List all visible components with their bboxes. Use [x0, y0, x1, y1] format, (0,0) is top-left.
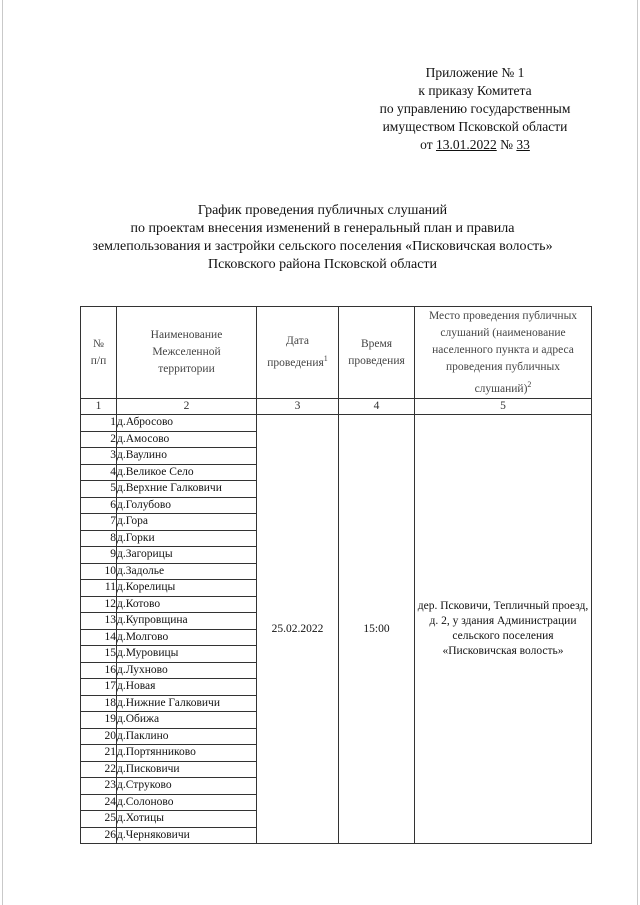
- row-number: 12: [81, 596, 117, 613]
- row-number: 21: [81, 745, 117, 762]
- appendix-header: [340, 64, 610, 154]
- territory-name: д.Амосово: [117, 431, 257, 448]
- row-number: 5: [81, 481, 117, 498]
- appendix-line-3: по управлению государственным: [379, 101, 571, 116]
- row-number: 25: [81, 811, 117, 828]
- row-number: 1: [81, 415, 117, 432]
- territory-name: д.Портянниково: [117, 745, 257, 762]
- place-line: «Писковичская волость»: [442, 645, 564, 657]
- territory-name: д.Верхние Галковичи: [117, 481, 257, 498]
- hearing-date: 25.02.2022: [257, 415, 339, 844]
- title-line-2: по проектам внесения изменений в генеральный план и правила: [130, 221, 515, 236]
- row-number: 6: [81, 497, 117, 514]
- row-number: 2: [81, 431, 117, 448]
- territory-name: д.Солоново: [117, 794, 257, 811]
- col-header-territory: Наименование Межселенной территории: [117, 307, 257, 399]
- row-number: 13: [81, 613, 117, 630]
- table-header-row: [81, 307, 592, 399]
- row-number: 18: [81, 695, 117, 712]
- territory-name: д.Паклино: [117, 728, 257, 745]
- appendix-date-prefix: от: [420, 137, 433, 152]
- row-number: 10: [81, 563, 117, 580]
- appendix-line-2: к приказу Комитета: [418, 83, 532, 98]
- row-number: 15: [81, 646, 117, 663]
- territory-name: д.Хотицы: [117, 811, 257, 828]
- title-line-1: График проведения публичных слушаний: [197, 203, 448, 218]
- column-number: 3: [257, 399, 339, 415]
- territory-name: д.Котово: [117, 596, 257, 613]
- territory-name: д.Загорицы: [117, 547, 257, 564]
- col-header-number: № п/п: [81, 307, 117, 399]
- place-line: сельского поселения: [452, 630, 554, 642]
- territory-name: д.Лухново: [117, 662, 257, 679]
- col-header-place: Место проведения публичных слушаний (наименование населенного пункта и адреса проведения публичных слушаний)$^2$: [415, 307, 592, 399]
- territory-name: д.Абросово: [117, 415, 257, 432]
- row-number: 4: [81, 464, 117, 481]
- territory-name: д.Нижние Галковичи: [117, 695, 257, 712]
- row-number: 9: [81, 547, 117, 564]
- row-number: 7: [81, 514, 117, 531]
- table-row: [81, 415, 592, 432]
- column-numbers-row: [81, 399, 592, 415]
- row-number: 23: [81, 778, 117, 795]
- appendix-line-4: имуществом Псковской области: [382, 119, 568, 134]
- document-title: [60, 202, 585, 274]
- hearing-place: [415, 415, 592, 844]
- territory-name: д.Купровщина: [117, 613, 257, 630]
- title-line-4: Псковского района Псковской области: [207, 257, 438, 272]
- territory-name: д.Муровицы: [117, 646, 257, 663]
- territory-name: д.Великое Село: [117, 464, 257, 481]
- col-header-time: Время проведения: [339, 307, 415, 399]
- territory-name: д.Ваулино: [117, 448, 257, 465]
- appendix-date-line: [340, 136, 610, 154]
- column-number: 1: [81, 399, 117, 415]
- row-number: 14: [81, 629, 117, 646]
- territory-name: д.Гора: [117, 514, 257, 531]
- row-number: 26: [81, 827, 117, 844]
- territory-name: д.Голубово: [117, 497, 257, 514]
- appendix-date: 13.01.2022: [435, 137, 497, 152]
- territory-name: д.Горки: [117, 530, 257, 547]
- col-header-date: Дата проведения$^1$: [257, 307, 339, 399]
- place-line: д. 2, у здания Администрации: [429, 615, 577, 627]
- row-number: 22: [81, 761, 117, 778]
- territory-name: д.Молгово: [117, 629, 257, 646]
- appendix-number-sign: №: [496, 137, 513, 152]
- column-number: 2: [117, 399, 257, 415]
- title-line-3: землепользования и застройки сельского поселения «Писковичская волость»: [92, 239, 553, 254]
- territory-name: д.Черняковичи: [117, 827, 257, 844]
- row-number: 8: [81, 530, 117, 547]
- row-number: 20: [81, 728, 117, 745]
- row-number: 24: [81, 794, 117, 811]
- row-number: 11: [81, 580, 117, 597]
- column-number: 4: [339, 399, 415, 415]
- place-line: дер. Псковичи, Тепличный проезд,: [417, 600, 589, 612]
- column-number: 5: [415, 399, 592, 415]
- territory-name: д.Новая: [117, 679, 257, 696]
- row-number: 19: [81, 712, 117, 729]
- hearing-time: 15:00: [339, 415, 415, 844]
- page-edge-right: [637, 0, 638, 905]
- territory-name: д.Струково: [117, 778, 257, 795]
- row-number: 16: [81, 662, 117, 679]
- appendix-line-1: Приложение № 1: [425, 65, 525, 80]
- appendix-number: 33: [516, 137, 530, 152]
- row-number: 17: [81, 679, 117, 696]
- territory-name: д.Корелицы: [117, 580, 257, 597]
- hearings-schedule-table: [80, 306, 592, 844]
- territory-name: д.Задолье: [117, 563, 257, 580]
- territory-name: д.Обижа: [117, 712, 257, 729]
- page-edge-left: [2, 0, 3, 905]
- row-number: 3: [81, 448, 117, 465]
- territory-name: д.Писковичи: [117, 761, 257, 778]
